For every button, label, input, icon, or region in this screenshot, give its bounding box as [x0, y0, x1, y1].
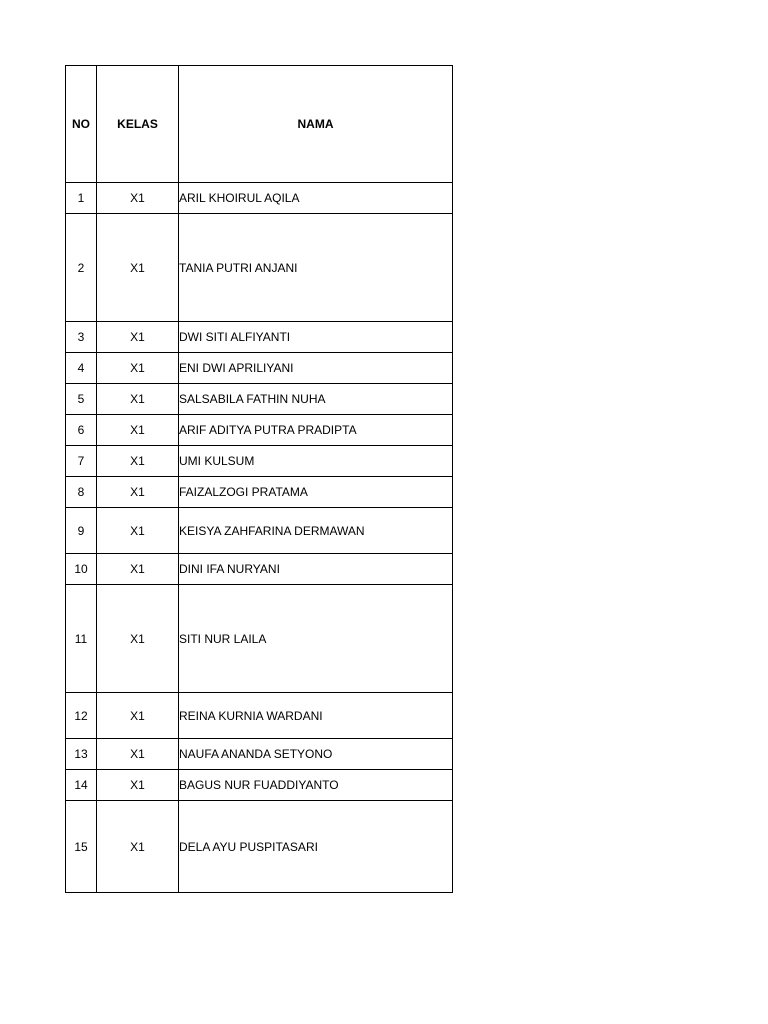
- cell-kelas: X1: [97, 585, 179, 693]
- header-nama: NAMA: [179, 66, 453, 183]
- table-row: [66, 446, 453, 477]
- cell-nama: TANIA PUTRI ANJANI: [179, 214, 453, 322]
- cell-no: 2: [66, 214, 97, 322]
- cell-no: 3: [66, 322, 97, 353]
- cell-kelas: X1: [97, 477, 179, 508]
- cell-nama: UMI KULSUM: [179, 446, 453, 477]
- cell-kelas: X1: [97, 415, 179, 446]
- cell-nama: ARIL KHOIRUL AQILA: [179, 183, 453, 214]
- cell-kelas: X1: [97, 554, 179, 585]
- cell-kelas: X1: [97, 693, 179, 739]
- cell-no: 11: [66, 585, 97, 693]
- table-row: [66, 739, 453, 770]
- table-row: [66, 801, 453, 893]
- table-row: [66, 183, 453, 214]
- cell-nama: ENI DWI APRILIYANI: [179, 353, 453, 384]
- cell-no: 15: [66, 801, 97, 893]
- cell-nama: DWI SITI ALFIYANTI: [179, 322, 453, 353]
- cell-kelas: X1: [97, 322, 179, 353]
- table-row: [66, 353, 453, 384]
- cell-kelas: X1: [97, 214, 179, 322]
- cell-nama: SITI NUR LAILA: [179, 585, 453, 693]
- cell-no: 9: [66, 508, 97, 554]
- cell-no: 7: [66, 446, 97, 477]
- table-row: [66, 214, 453, 322]
- cell-kelas: X1: [97, 446, 179, 477]
- cell-nama: DINI IFA NURYANI: [179, 554, 453, 585]
- table-header-row: [66, 66, 453, 183]
- cell-kelas: X1: [97, 508, 179, 554]
- cell-nama: REINA KURNIA WARDANI: [179, 693, 453, 739]
- cell-nama: FAIZALZOGI PRATAMA: [179, 477, 453, 508]
- cell-no: 5: [66, 384, 97, 415]
- cell-no: 13: [66, 739, 97, 770]
- cell-nama: NAUFA ANANDA SETYONO: [179, 739, 453, 770]
- cell-no: 14: [66, 770, 97, 801]
- cell-nama: SALSABILA FATHIN NUHA: [179, 384, 453, 415]
- cell-no: 1: [66, 183, 97, 214]
- cell-no: 6: [66, 415, 97, 446]
- cell-nama: DELA AYU PUSPITASARI: [179, 801, 453, 893]
- table-row: [66, 477, 453, 508]
- cell-kelas: X1: [97, 801, 179, 893]
- cell-kelas: X1: [97, 770, 179, 801]
- cell-no: 10: [66, 554, 97, 585]
- table-row: [66, 508, 453, 554]
- cell-no: 8: [66, 477, 97, 508]
- cell-nama: ARIF ADITYA PUTRA PRADIPTA: [179, 415, 453, 446]
- cell-kelas: X1: [97, 183, 179, 214]
- table-row: [66, 554, 453, 585]
- table-row: [66, 384, 453, 415]
- table-row: [66, 770, 453, 801]
- table-row: [66, 585, 453, 693]
- table-row: [66, 322, 453, 353]
- cell-nama: BAGUS NUR FUADDIYANTO: [179, 770, 453, 801]
- student-table: [65, 65, 453, 893]
- header-kelas: KELAS: [97, 66, 179, 183]
- cell-kelas: X1: [97, 739, 179, 770]
- cell-no: 12: [66, 693, 97, 739]
- cell-no: 4: [66, 353, 97, 384]
- header-no: NO: [66, 66, 97, 183]
- table-row: [66, 693, 453, 739]
- cell-kelas: X1: [97, 384, 179, 415]
- table-row: [66, 415, 453, 446]
- cell-nama: KEISYA ZAHFARINA DERMAWAN: [179, 508, 453, 554]
- cell-kelas: X1: [97, 353, 179, 384]
